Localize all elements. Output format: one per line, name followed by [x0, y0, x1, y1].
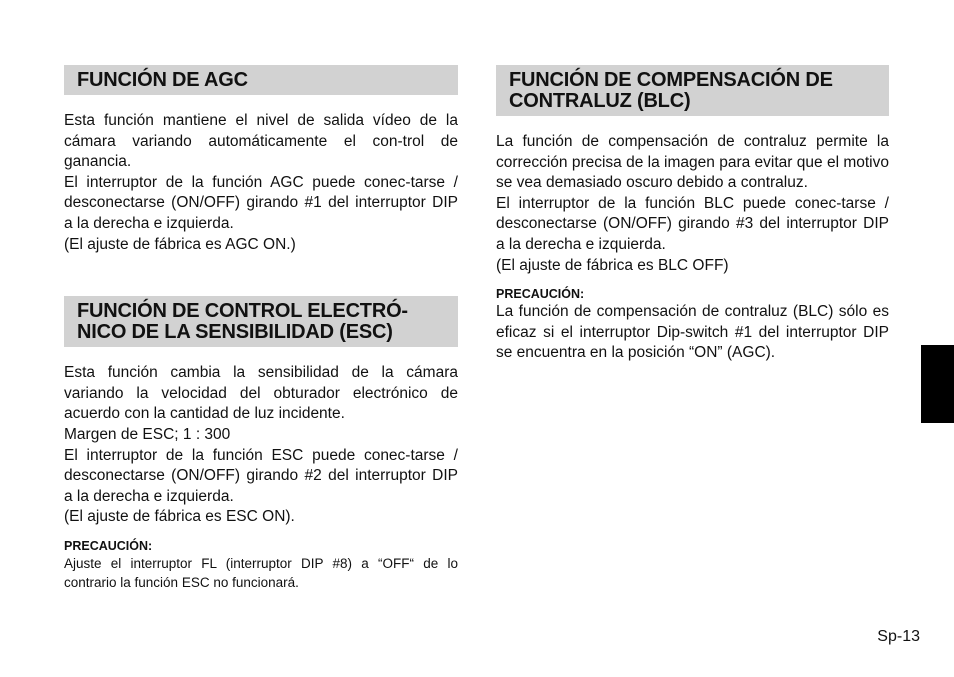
agc-paragraph-2: El interruptor de la función AGC puede conec-tarse / desconectarse (ON/OFF) girando #1 del interruptor DIP a la derecha e izquierda. — [64, 173, 458, 232]
blc-caution-text: La función de compensación de contraluz (BLC) sólo es eficaz si el interruptor Dip-switch #1 del interruptor DIP se encuentra en la posición “ON” (AGC). — [496, 303, 889, 362]
agc-paragraph-1: Esta función mantiene el nivel de salida vídeo de la cámara variando automáticamente el con-trol de ganancia. — [64, 112, 458, 171]
esc-paragraph-2: Margen de ESC; 1 : 300 — [64, 425, 231, 443]
blc-paragraph-2: El interruptor de la función BLC puede conec-tarse / desconectarse (ON/OFF) girando #3 del interruptor DIP a la derecha e izquierda. — [496, 194, 889, 253]
heading-blc-line2: CONTRALUZ (BLC) — [509, 90, 691, 112]
agc-body — [64, 111, 458, 255]
heading-agc: FUNCIÓN DE AGC — [64, 65, 458, 95]
esc-body — [64, 363, 458, 528]
esc-caution-text: Ajuste el interruptor FL (interruptor DIP #8) a “OFF“ de lo contrario la función ESC no funcionará. — [64, 555, 458, 590]
page-number: Sp-13 — [877, 628, 920, 645]
section-tab-marker — [921, 345, 954, 423]
esc-paragraph-1: Esta función cambia la sensibilidad de la cámara variando la velocidad del obturador electrónico de acuerdo con la cantidad de luz incidente. — [64, 364, 458, 423]
heading-esc — [64, 296, 458, 347]
heading-esc-line2: NICO DE LA SENSIBILIDAD (ESC) — [77, 321, 393, 344]
esc-paragraph-3: El interruptor de la función ESC puede conec-tarse / desconectarse (ON/OFF) girando #2 del interruptor DIP a la derecha e izquierda. — [64, 446, 458, 505]
left-column — [64, 65, 458, 592]
blc-paragraph-3: (El ajuste de fábrica es BLC OFF) — [496, 256, 729, 274]
right-column — [496, 65, 889, 364]
blc-caution-title: PRECAUCIÓN: — [496, 287, 585, 302]
agc-paragraph-3: (El ajuste de fábrica es AGC ON.) — [64, 235, 296, 253]
blc-paragraph-1: La función de compensación de contraluz permite la corrección precisa de la imagen para evitar que el motivo se vea demasiado oscuro debido a contraluz. — [496, 133, 889, 192]
esc-caution-title: PRECAUCIÓN: — [64, 538, 153, 553]
esc-paragraph-4: (El ajuste de fábrica es ESC ON). — [64, 508, 295, 526]
heading-blc-line1: FUNCIÓN DE COMPENSACIÓN DE — [509, 69, 833, 91]
heading-esc-line1: FUNCIÓN DE CONTROL ELECTRÓ- — [77, 300, 408, 323]
blc-body — [496, 132, 889, 276]
heading-blc — [496, 65, 889, 116]
